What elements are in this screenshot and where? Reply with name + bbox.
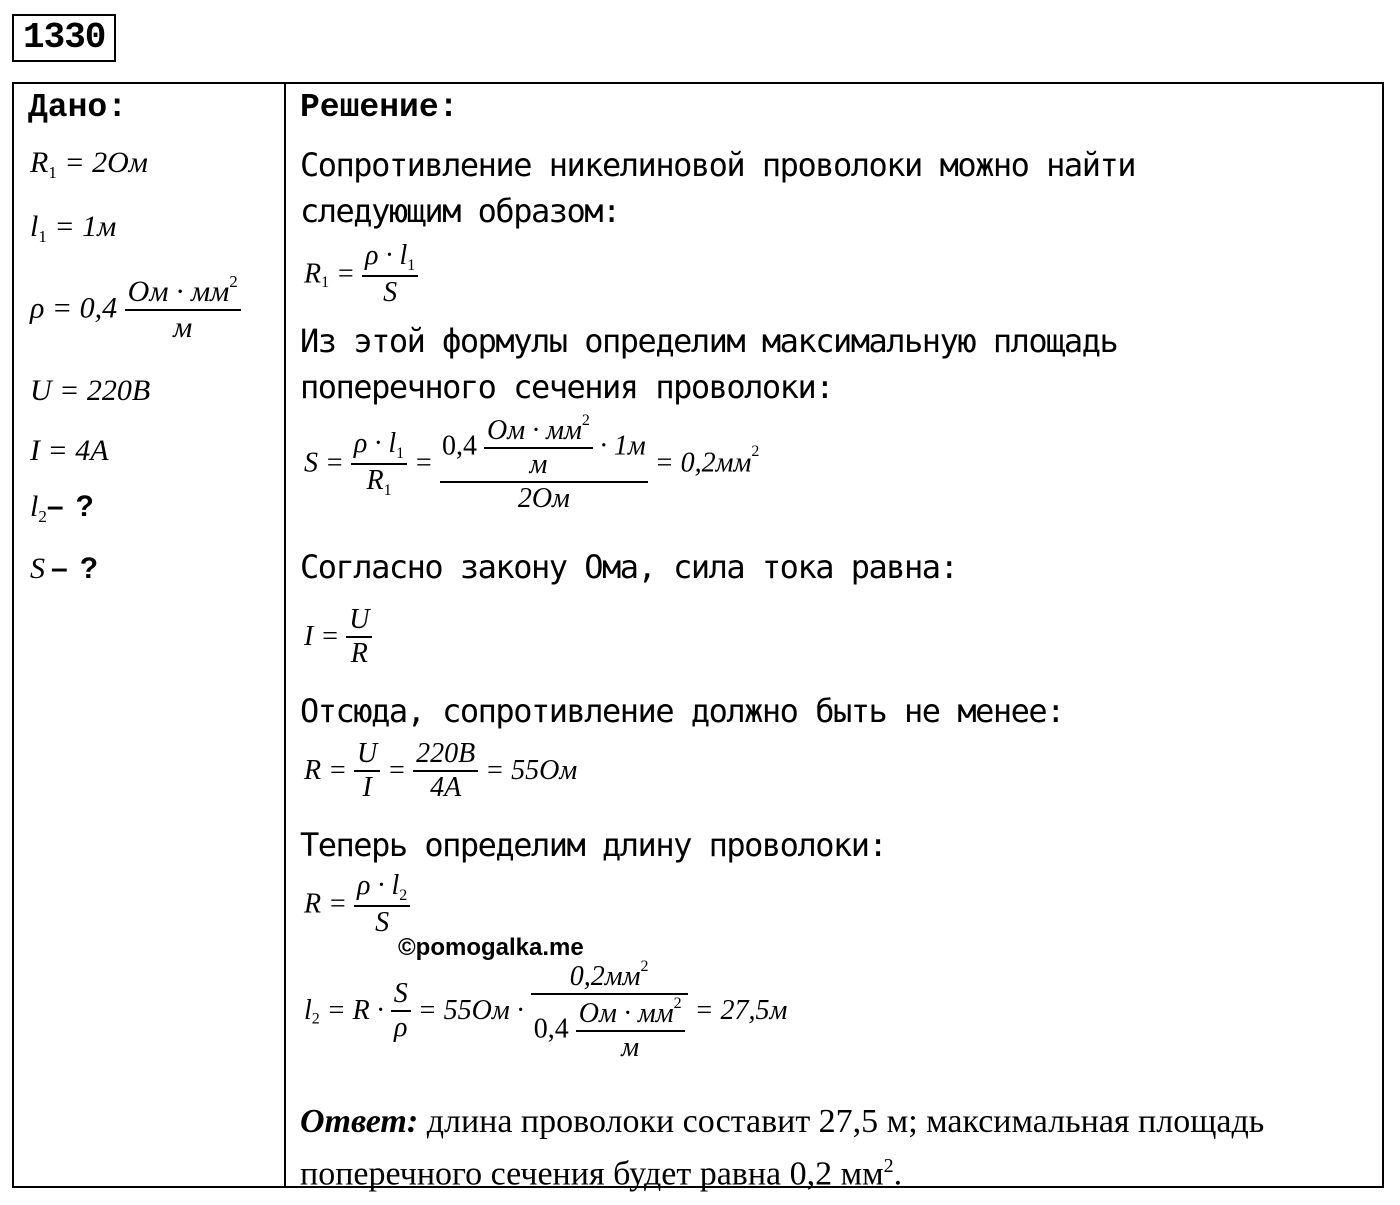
given-heading: Дано:: [28, 89, 128, 126]
given-r1: $R_1 = 2Ом$: [30, 146, 148, 182]
given-l1: $l_1 = 1м$: [30, 210, 117, 246]
given-rho: ρ = 0,4 $\frac{Ом \cdot мм^2}{м}$: [30, 272, 241, 345]
solution-paragraph-5: Согласно закону Ома, сила тока равна:: [300, 548, 958, 586]
answer: Ответ: длина проволоки составит 27,5 м; максимальная площадь поперечного сечения будет равна 0,2 $мм^2$.: [300, 1103, 1265, 1193]
answer-label: Ответ:: [300, 1103, 419, 1140]
given-question-l2: $l_2-$ ?: [30, 490, 94, 526]
watermark: ©pomogalka.me: [398, 934, 584, 961]
solution-paragraph-1: Сопротивление никелиновой проволоки можно найти: [300, 146, 1135, 184]
solution-paragraph-4: поперечного сечения проволоки:: [300, 368, 833, 406]
solution-paragraph-6: Отсюда, сопротивление должно быть не менее:: [300, 692, 1064, 730]
solution-paragraph-2: следующим образом:: [300, 192, 620, 230]
formula-length: $l_2 = R$ · $\frac{S}{\rho}$ = 55Ом · $0,2мм^2$ 0,4 $\frac{Ом \cdot мм^2}{м}$ = 27,5м: [304, 958, 788, 1063]
formula-area: S = $\frac{\rho \cdot l_1}{R_1}$ = 0,4 $\frac{Ом \cdot мм^2}{м}$ · 1м 2Ом = $0,2мм^2$: [304, 412, 760, 514]
solution-paragraph-3: Из этой формулы определим максимальную площадь: [300, 322, 1118, 360]
given-i: I = 4A: [30, 434, 109, 467]
solution-paragraph-7: Теперь определим длину проволоки:: [300, 826, 887, 864]
problem-number: 1330: [12, 14, 116, 62]
solution-heading: Решение:: [300, 89, 459, 126]
column-divider: [284, 82, 286, 1188]
given-question-s: S – ?: [30, 552, 99, 585]
formula-resistance: R = $\frac{U}{I}$ = $\frac{220B}{4A}$ = 55Ом: [304, 738, 578, 803]
answer-text: длина проволоки составит 27,5 м; максимальная площадь поперечного сечения будет равна 0,2 мм: [300, 1103, 1265, 1193]
formula-ohm-law: I = $\frac{U}{R}$: [304, 604, 372, 670]
formula-r-length: R = $\frac{\rho \cdot l_2}{S}$: [304, 870, 410, 939]
given-u: U = 220B: [30, 374, 151, 407]
formula-r1: $R_1$ = $\frac{\rho \cdot l_1}{S}$: [304, 240, 418, 309]
